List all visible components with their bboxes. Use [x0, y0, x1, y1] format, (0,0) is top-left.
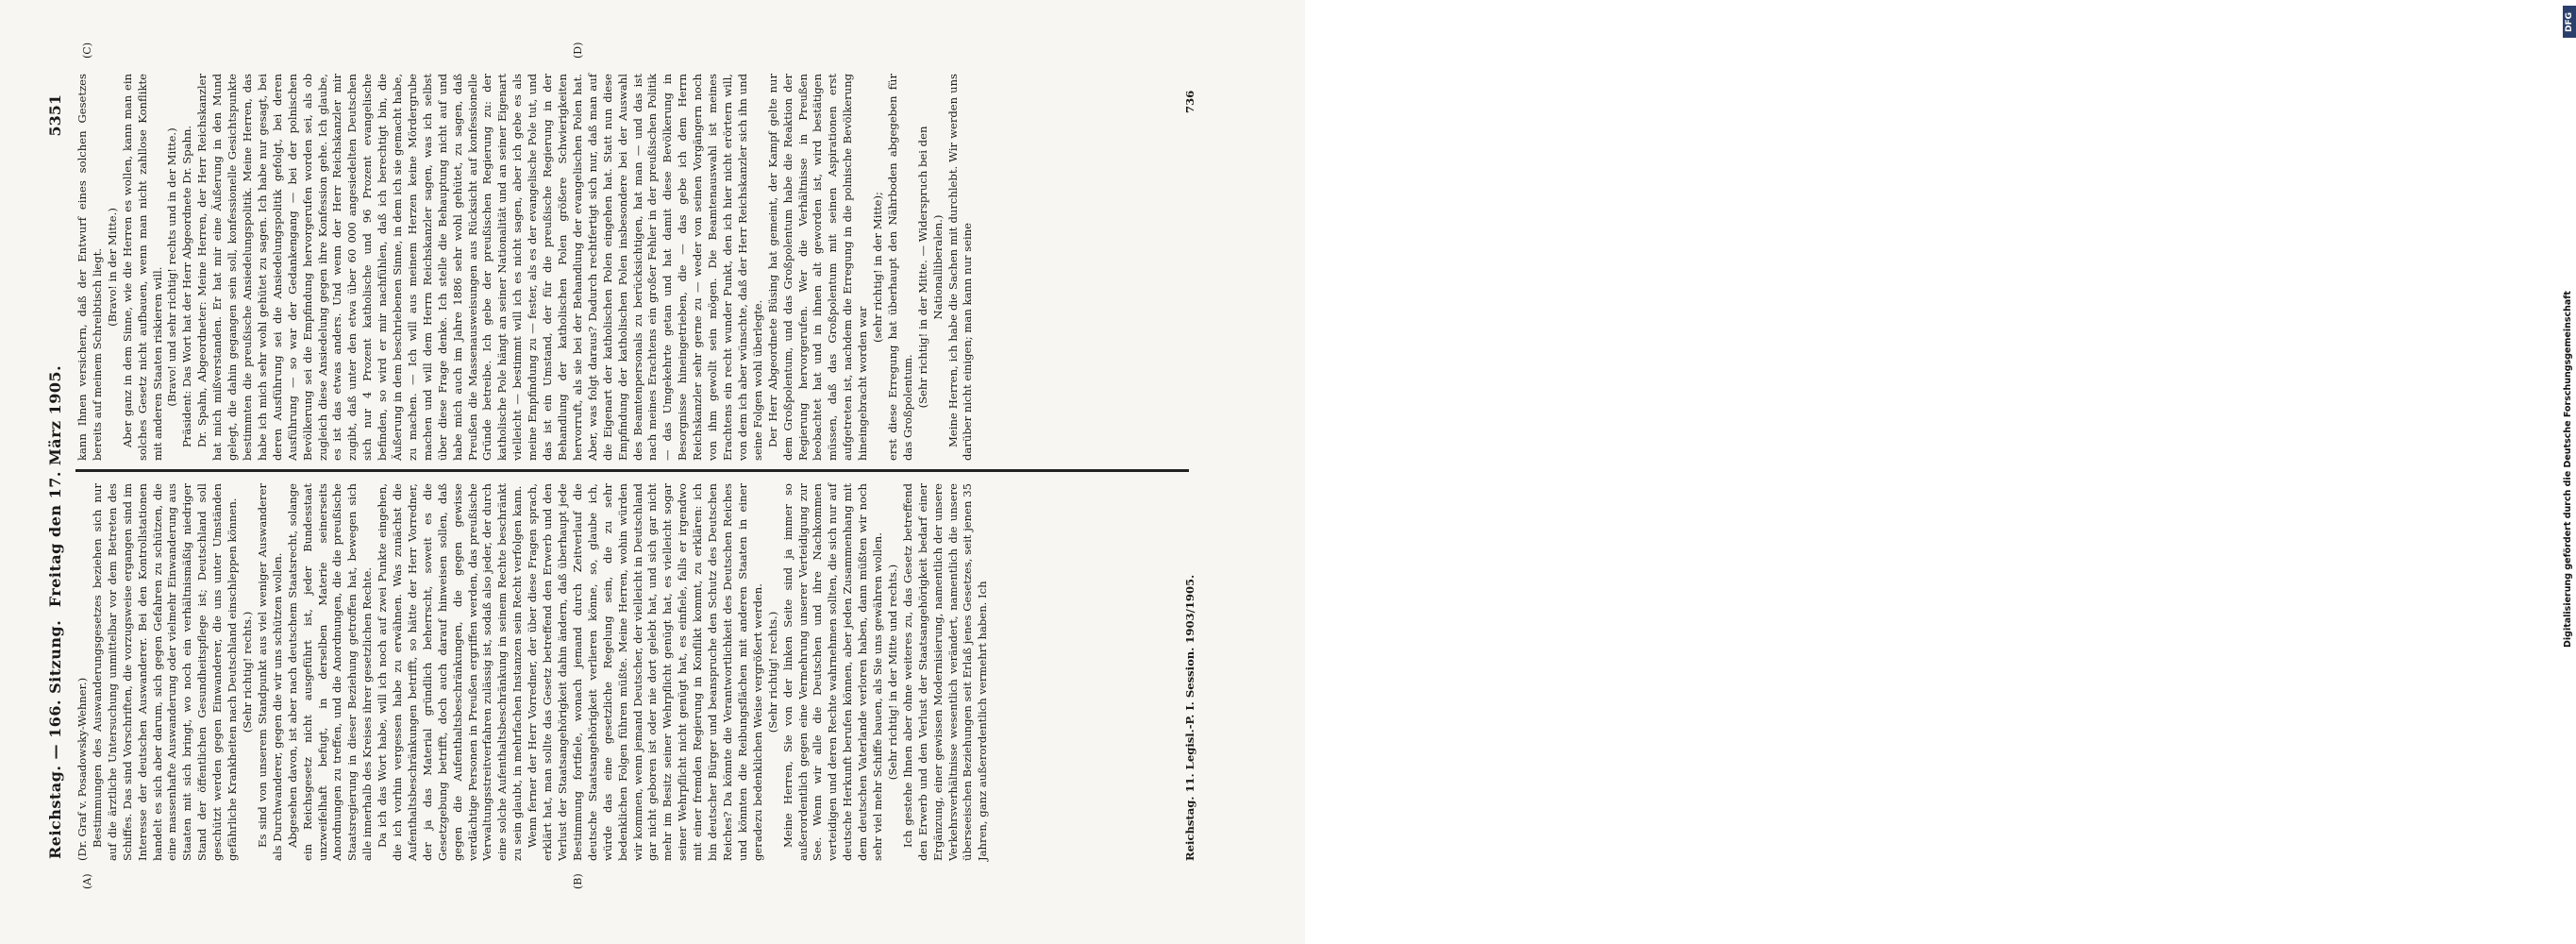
rotated-page-content	[0, 0, 1264, 944]
paragraph: Meine Herren, ich habe die Sachen mit durchlebt. Wir werden uns darüber nicht einigen; man kann nur seine	[945, 74, 975, 461]
dfg-notice: Digitalisierung gefördert durch die Deutsche Forschungsgemeinschaft	[2563, 291, 2573, 648]
margin-marker-d: (D)	[572, 42, 584, 59]
interjection: (Sehr richtig! rechts.)	[765, 611, 779, 733]
paragraph: erst diese Erregung hat überhaupt den Nährboden abgegeben für das Großpolentum.	[885, 74, 914, 461]
header-date: Freitag den 17. März 1905.	[46, 364, 64, 608]
paragraph: Bestimmungen des Auswanderungsgesetzes beziehen sich nur auf die ärztliche Untersuchung unmittelbar vor dem Betreten des Schiffes. Das sind Vorschriften, die vorzugsweise ergangen sind im Interesse der deutschen Auswanderer. Bei den Kontrollstationen handelt es sich aber darum, sich gegen Gefahren zu schützen, die eine massenhafte Auswanderung oder vielmehr Einwanderung aus Staaten mit sich bringt, wo noch ein verhältnismäßig niedriger Stand der öffentlichen Gesundheitspflege ist; Deutschland soll geschützt werden gegen Einwanderer, die uns unter Umständen gefährliche Krankheiten nach Deutschland einschleppen können.	[90, 483, 240, 861]
dfg-logo: DFG	[2563, 6, 2576, 38]
interjection: (Bravo! und sehr richtig! rechts und in der Mitte.)	[165, 127, 179, 407]
interjection: (sehr richtig! in der Mitte);	[871, 192, 885, 343]
running-header	[42, 57, 69, 916]
paragraph: Wenn ferner der Herr Vorredner, der über diese Fragen sprach, erklärt hat, man sollte das Gesetz betreffend den Erwerb und den Verlust der Staatsangehörigkeit dahin ändern, daß überhaupt jede Bestimmung fortfiele, wonach jemand durch Zeitverlauf die deutsche Staatsangehörigkeit verlieren könne, so, glaube ich, würde das eine gesetzliche Regelung sein, die zu sehr bedenklichen Folgen führen müßte. Meine Herren, wohin würden wir kommen, wenn jemand Deutscher, der vielleicht in Deutschland gar nicht geboren ist oder nie dort gelebt hat, und sich gar nicht mehr im Besitz seiner Wehrpflicht genügt hat, es vielleicht sogar seiner Wehrpflicht nicht genügt hat, es einfiele, falls er irgendwo mit einer fremden Regierung in Konflikt kommt, zu erklären: ich bin deutscher Bürger und beanspruche den Schutz des Deutschen Reiches? Da könnte die Verantwortlichkeit des Deutschen Reiches und könnten die Reibungsflächen mit anderen Staaten in einer geradezu bedenklichen Weise vergrößert werden.	[526, 483, 764, 861]
paragraph: Dr. Spahn, Abgeordneter: Meine Herren, der Herr Reichskanzler hat mich mißverstanden. Er hat mir eine Äußerung in den Mund gelegt, die dahin gegangen sein soll, konfessionelle Gesichtspunkte bestimmten die preußische Ansiedelungspolitik. Meine Herren, das habe ich mich sehr wohl gehütet zu sagen. Ich habe nur gesagt, bei deren Ausführung sei die Ansiedelungspolitik gefolgt, bei deren Ausführung — so war der Gedankengang — bei der polnischen Bevölkerung sei die Empfindung hervorgerufen worden sei, als ob zugleich diese Ansiedelung gegen ihre Konfession gehe. Ich glaube, es ist das etwas anders. Und wenn der Herr Reichskanzler mir zugibt, daß unter den etwa über 60 000 angesiedelten Deutschen sich nur 4 Prozent katholische und 96 Prozent evangelische befinden, so wird er mir nachfühlen, daß ich berechtigt bin, die Äußerung in dem beschriebenen Sinne, in dem ich sie gemacht habe, zu machen. — Ich will aus meinem Herzen keine Mördergrube machen und will dem Herrn Reichskanzler sagen, was ich selbst über diese Frage denke. Ich stelle die Behauptung nicht auf und habe mich auch im Jahre 1886 sehr wohl gehütet, zu sagen, daß Preußen die Massenausweisungen aus Rücksicht auf konfessionelle Gründe betreibe. Ich gebe der preußischen Regierung zu: der katholische Pole hängt an seiner Nationalität und an seiner Eigenart vielleicht — bestimmt will ich es nicht sagen, aber ich gebe es als meine Empfindung zu — fester, als es der evangelische Pole tut, und das ist ein Umstand, der für die preußische Regierung in der Behandlung der katholischen Polen größere Schwierigkeiten hervorruft, als sie bei der Behandlung der evangelischen Polen hat. Aber, was folgt daraus? Dadurch rechtfertigt sich nur, daß man auf die Eigenart der katholischen Polen eingehen hat. Statt nun diese Empfindung der katholischen Polen insbesondere bei der Auswahl des Beamtenpersonals zu berücksichtigen, hat man — und das ist nach meines Erachtens ein großer Fehler in der preußischen Politik — das Umgekehrte getan und hat damit diese Bevölkerung in Besorgnisse hineingetrieben, die — das gebe ich dem Herrn Reichskanzler sehr gerne zu — weder von seinen Vorgängern noch von ihm gewollt sein mögen. Die Beamtenauswahl ist meines Erachtens ein recht wunder Punkt, den ich hier nicht erörtern will, von dem ich aber wünschte, daß der Herr Reichskanzler sich ihn und seine Folgen wohl überlegte.	[195, 74, 764, 461]
interjection: (Sehr richtig! in der Mitte. — Widerspruch bei den Nationalliberalen.)	[915, 126, 945, 409]
paragraph: Meine Herren, Sie von der linken Seite sind ja immer so außerordentlich gegen eine Vermehrung unserer Verteidigung zur See. Wenn wir alle die Deutschen und ihre Nachkommen verteidigen und deren Rechte wahrnehmen sollten, die sich nur auf deutsche Herkunft berufen können, aber jeden Zusammenhang mit dem deutschen Vaterlande verloren haben, dann müßten wir noch sehr viel mehr Schiffe bauen, als Sie uns gewähren wollen.	[780, 483, 885, 861]
left-column	[75, 483, 1208, 861]
column-divider	[75, 469, 1189, 472]
margin-marker-a: (A)	[81, 873, 93, 889]
margin-marker-b: (B)	[572, 873, 584, 889]
dfg-sidebar	[1276, 0, 2574, 944]
paragraph: Aber ganz in dem Sinne, wie die Herren es wollen, kann man ein solches Gesetz nicht aufbauen, wenn man nicht zahllose Konflikte mit anderen Staaten riskieren will.	[120, 74, 164, 461]
interjection: (Sehr richtig! in der Mitte und rechts.)	[885, 564, 899, 781]
header-left: Reichstag. — 166. Sitzung.	[46, 619, 64, 859]
interjection: (Sehr richtig! rechts.)	[240, 611, 254, 733]
paragraph: Da ich das Wort habe, will ich noch auf zwei Punkte eingehen, die ich vorhin vergessen habe zu erwähnen. Was zunächst die Aufenthaltsbeschränkungen betrifft, so hätte der Herr Vorredner, der ja das Material gründlich beherrscht, soweit es die Gesetzgebung betrifft, doch auch darauf hinweisen sollen, daß gegen die Aufenthaltsbeschränkungen, die gegen gewisse verdächtige Personen in Preußen ergriffen werden, das preußische Verwaltungsstreitverfahren zulässig ist, sodaß also jeder, der durch eine solche Aufenthaltsbeschränkung in seinem Rechte beschränkt zu sein glaubt, in mehrfachen Instanzen sein Recht verfolgen kann.	[376, 483, 525, 861]
margin-marker-c: (C)	[81, 42, 93, 59]
speaker-line: (Dr. Graf v. Posadowsky-Wehner.)	[75, 677, 89, 861]
paragraph: Abgesehen davon, ist aber nach deutschem Staatsrecht, solange ein Reichsgesetz nicht ausgeführt ist, jeder Bundesstaat unzweifelhaft befugt, in derselben Materie seinerseits Anordnungen zu treffen, und die Anordnungen, die die preußische Staatsregierung in dieser Beziehung getroffen hat, bewegen sich alle innerhalb des Kreises ihrer gesetzlichen Rechte.	[285, 483, 375, 861]
paragraph: Es sind von unserem Standpunkt aus viel weniger Auswanderer als Durchwanderer, gegen die wir uns schützen wollen.	[255, 483, 284, 861]
footer-sheet-number: 736	[1183, 90, 1196, 113]
right-column	[75, 74, 1208, 461]
page-number: 5351	[46, 94, 64, 137]
interjection: (Bravo! in der Mitte.)	[105, 208, 119, 327]
paragraph: kann Ihnen versichern, daß der Entwurf eines solchen Gesetzes bereits auf meinem Schreibtisch liegt.	[75, 74, 104, 461]
paragraph: Ich gestehe Ihnen aber ohne weiteres zu, das Gesetz betreffend den Erwerb und den Verlust der Staatsangehörigkeit bedarf einer Ergänzung, einer gewissen Modernisierung, namentlich der unsere Verkehrsverhältnisse wesentlich verändert, namentlich die unsere überseeischen Beziehungen seit Erlaß jenes Gesetzes, seit jenen 35 Jahren, ganz außerordentlich vermehrt haben. Ich	[900, 483, 990, 861]
paragraph: Der Herr Abgeordnete Büsing hat gemeint, der Kampf gelte nur dem Großpolentum, und das Großpolentum habe die Reaktion der Regierung hervorgerufen. Wer die Verhältnisse in Preußen beobachtet hat und in ihnen alt geworden ist, wird bestätigen müssen, daß das Großpolentum mit seinen Aspirationen erst aufgetreten ist, nachdem die Erregung in die polnische Bevölkerung hineingebracht worden war	[765, 74, 870, 461]
footer-session: Reichstag. 11. Legisl.-P. I. Session. 1903/1905.	[1183, 574, 1196, 861]
president-line: Präsident: Das Wort hat der Herr Abgeordnete Dr. Spahn.	[180, 125, 194, 447]
